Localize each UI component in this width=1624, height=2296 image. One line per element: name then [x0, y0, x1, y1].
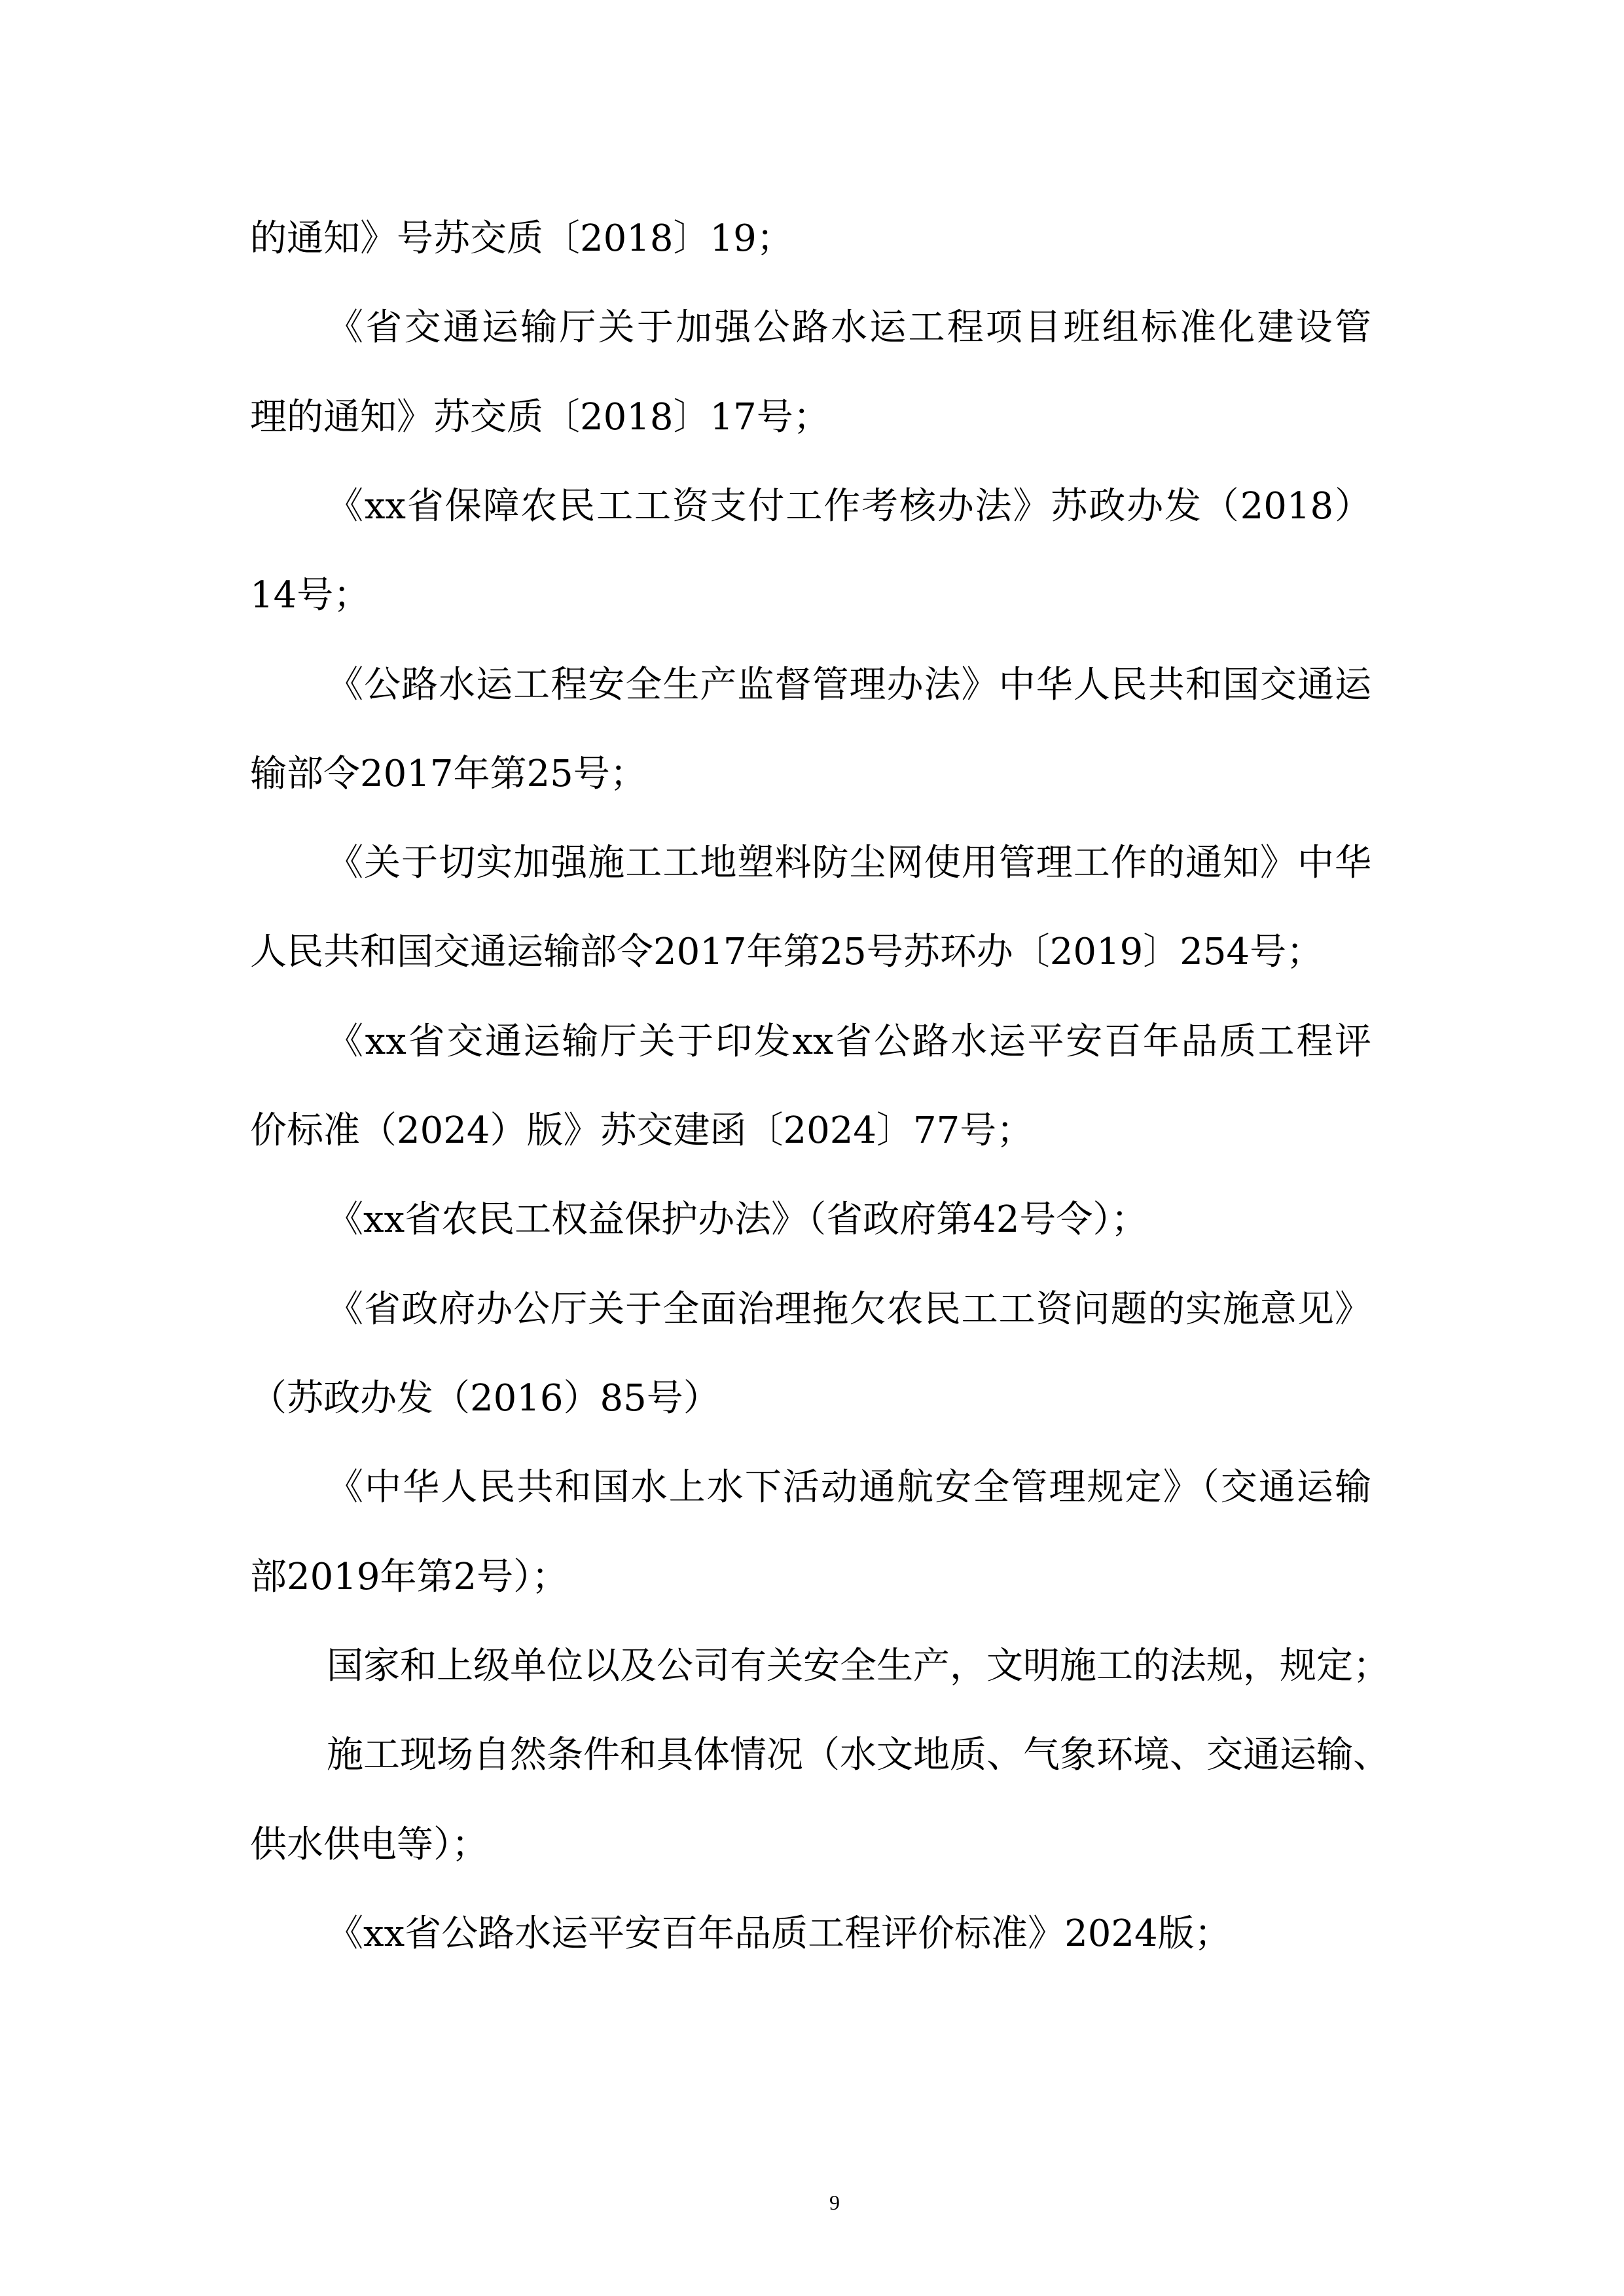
list-item-line: 《中华人民共和国水上水下活动通航安全管理规定》（交通运输	[327, 1466, 1371, 1509]
list-item-line: 《xx省保障农民工工资支付工作考核办法》苏政办发（2018）	[327, 485, 1371, 528]
page-number: 9	[829, 2191, 840, 2214]
list-item-line: 《省交通运输厅关于加强公路水运工程项目班组标准化建设管	[327, 306, 1371, 349]
text-line: 理的通知》苏交质〔2018〕17号；	[250, 396, 830, 439]
list-item-line: 《xx省公路水运平安百年品质工程评价标准》2024版；	[327, 1912, 1231, 1955]
text-line: 输部令2017年第25号；	[250, 753, 647, 795]
text-line: 14号；	[250, 574, 370, 617]
text-line: 人民共和国交通运输部令2017年第25号苏环办〔2019〕254号；	[250, 931, 1324, 973]
text-line: 的通知》号苏交质〔2018〕19；	[250, 217, 793, 260]
list-item-line: 施工现场自然条件和具体情况（水文地质、气象环境、交通运输、	[327, 1734, 1390, 1776]
text-line: 供水供电等）；	[250, 1823, 488, 1866]
list-item-line: 《xx省农民工权益保护办法》（省政府第42号令）；	[327, 1198, 1148, 1241]
list-item-line: 《关于切实加强施工工地塑料防尘网使用管理工作的通知》中华	[327, 842, 1371, 884]
text-line: （苏政办发（2016）85号）	[250, 1377, 720, 1420]
text-line: 部2019年第2号）；	[250, 1556, 569, 1598]
list-item-line: 《公路水运工程安全生产监督管理办法》中华人民共和国交通运	[327, 664, 1371, 706]
list-item-line: 国家和上级单位以及公司有关安全生产，文明施工的法规，规定；	[327, 1645, 1390, 1687]
list-item-line: 《省政府办公厅关于全面治理拖欠农民工工资问题的实施意见》	[327, 1288, 1371, 1331]
text-line: 价标准（2024）版》苏交建函〔2024〕77号；	[250, 1109, 1034, 1152]
list-item-line: 《xx省交通运输厅关于印发xx省公路水运平安百年品质工程评	[327, 1020, 1371, 1063]
